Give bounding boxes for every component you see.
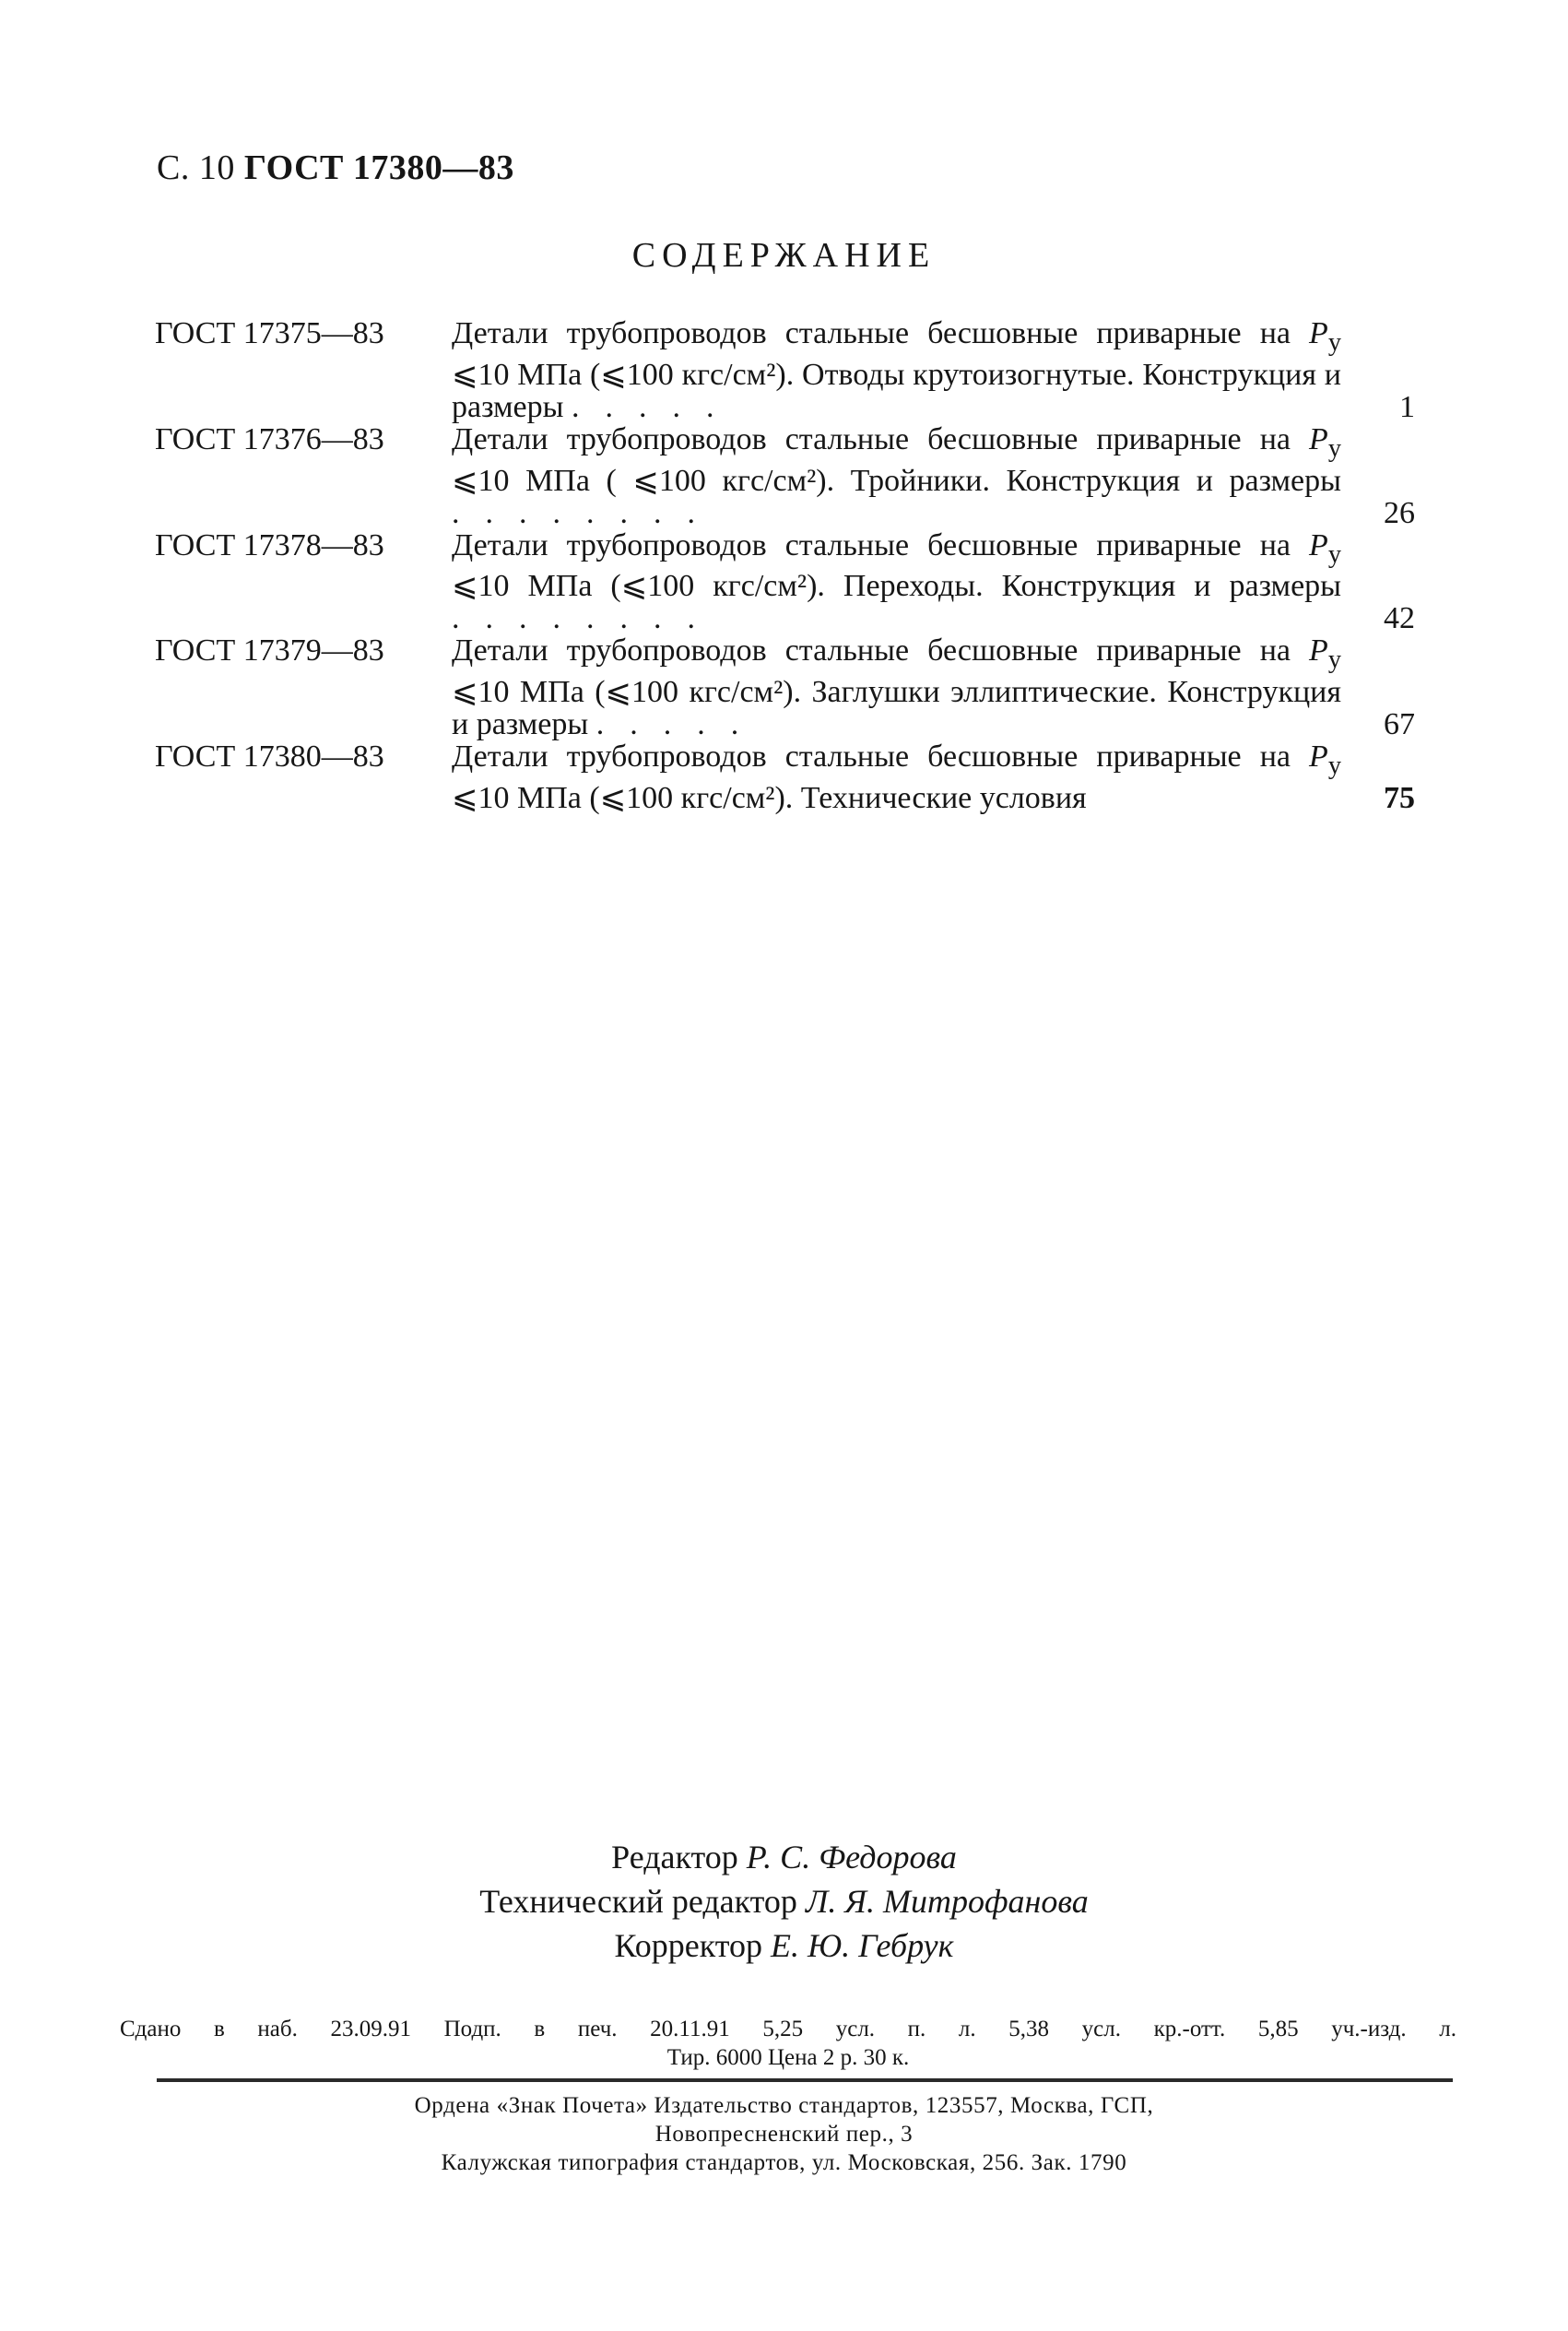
credit-technical-editor: Технический редактор Л. Я. Митрофанова (479, 1883, 1089, 1920)
toc-entry-page: 67 (1384, 707, 1415, 742)
toc-entry-code: ГОСТ 17378—83 (155, 527, 384, 562)
publisher-info (0, 2091, 1568, 2177)
table-of-contents (155, 317, 1418, 814)
toc-entry-code: ГОСТ 17379—83 (155, 633, 384, 669)
toc-entry-description: Детали трубопроводов стальные бесшовные приварные на $P_у$ ⩽10 МПа (⩽100 кгс/см²). Переходы. Конструкция и размеры ........ (452, 527, 1341, 636)
toc-entry-page: 26 (1384, 495, 1415, 530)
divider-rule (157, 2078, 1453, 2082)
credit-proofreader: Корректор Е. Ю. Гебрук (614, 1927, 954, 1964)
toc-entry-code: ГОСТ 17375—83 (155, 316, 384, 350)
printing-house: Калужская типография стандартов, ул. Московская, 256. Зак. 1790 (441, 2150, 1127, 2175)
toc-entry (155, 423, 1418, 529)
toc-entry (155, 317, 1418, 423)
toc-entry-description: Детали трубопроводов стальные бесшовные приварные на $P_у$ ⩽10 МПа ( ⩽100 кгс/см²). Тройники. Конструкция и размеры ........ (452, 421, 1341, 530)
toc-entry-description: Детали трубопроводов стальные бесшовные приварные на $P_у$ ⩽10 МПа (⩽100 кгс/см²). Заглушки эллиптические. Конструкция и размеры ..... (452, 633, 1341, 742)
toc-entry (155, 740, 1418, 814)
toc-entry-page: 42 (1384, 601, 1415, 636)
print-run-price: Тир. 6000 Цена 2 р. 30 к. (666, 2045, 910, 2070)
print-dates: Сдано в наб. 23.09.91 Подп. в печ. 20.11.91 5,25 усл. п. л. 5,38 усл. кр.-отт. 5,85 уч.-изд. л. (120, 2017, 1456, 2041)
toc-entry (155, 634, 1418, 740)
toc-entry-code: ГОСТ 17380—83 (155, 740, 384, 775)
publisher-name: Ордена «Знак Почета» Издательство стандартов, 123557, Москва, ГСП, (414, 2093, 1154, 2118)
standard-number: ГОСТ 17380—83 (243, 148, 514, 187)
toc-entry-page: 1 (1399, 389, 1415, 424)
print-details (120, 2015, 1456, 2072)
toc-entry-description: Детали трубопроводов стальные бесшовные приварные на $P_у$ ⩽10 МПа (⩽100 кгс/см²). Технические условия (452, 740, 1341, 815)
page-number: С. 10 (157, 148, 235, 187)
toc-entry-code: ГОСТ 17376—83 (155, 421, 384, 456)
credit-editor: Редактор Р. С. Федорова (611, 1839, 957, 1875)
contents-title: СОДЕРЖАНИЕ (631, 236, 937, 275)
toc-entry-description: Детали трубопроводов стальные бесшовные приварные на $P_у$ ⩽10 МПа (⩽100 кгс/см²). Отводы крутоизогнутые. Конструкция и размеры ..... (452, 316, 1341, 424)
toc-entry-page: 75 (1384, 780, 1415, 815)
toc-entry (155, 529, 1418, 635)
credits (0, 1835, 1568, 1968)
publisher-address: Новопресненский пер., 3 (654, 2122, 914, 2147)
page-header (157, 148, 514, 188)
